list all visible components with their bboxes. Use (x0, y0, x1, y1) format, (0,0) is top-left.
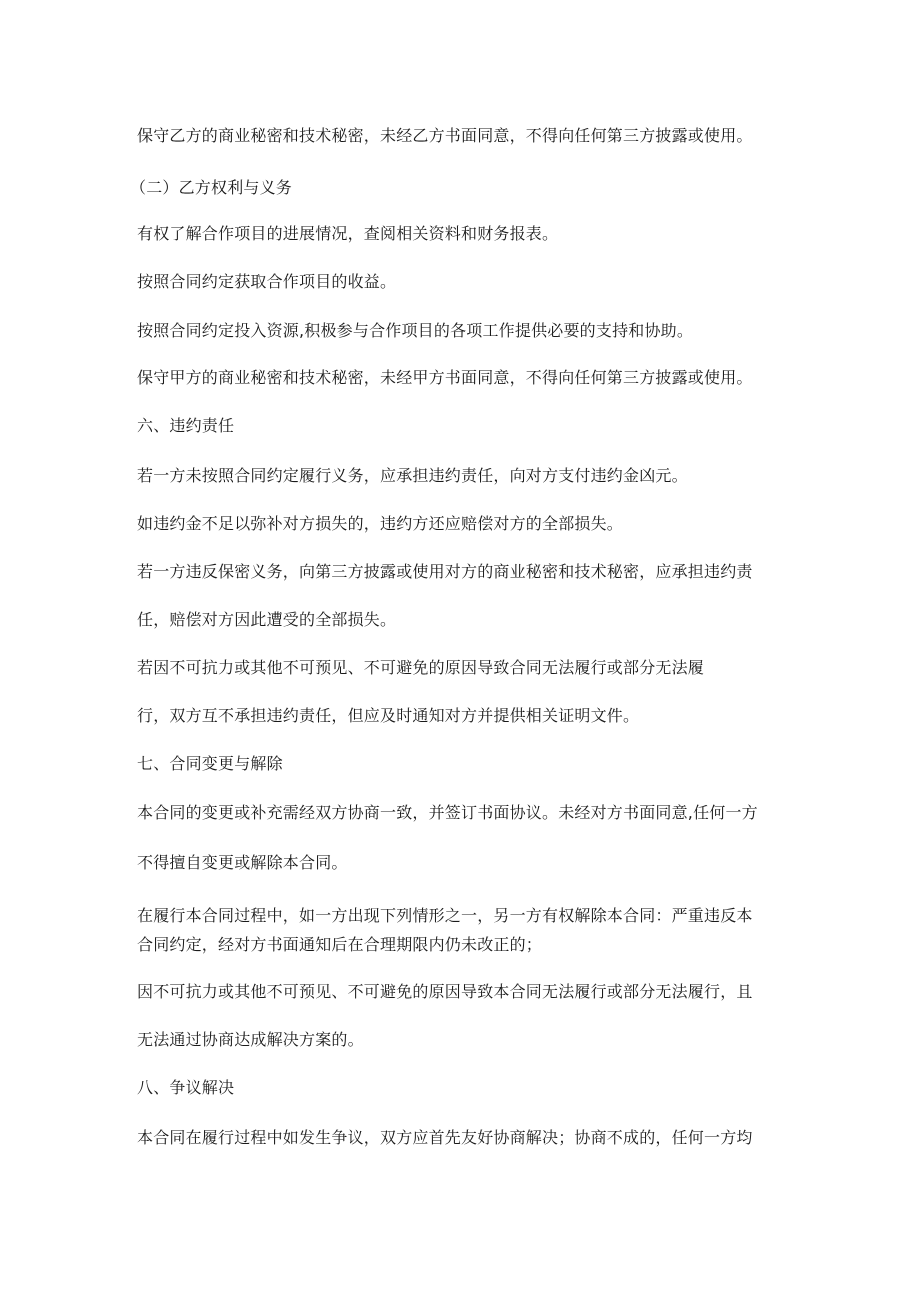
section-subheading: （二）乙方权利与义务 (130, 178, 293, 197)
paragraph-line: 保守乙方的商业秘密和技术秘密，未经乙方书面同意，不得向任何第三方披露或使用。 (137, 126, 753, 145)
paragraph-line: 按照合同约定投入资源,积极参与合作项目的各项工作提供必要的支持和协助。 (137, 321, 694, 340)
paragraph-line: 若一方违反保密义务，向第三方披露或使用对方的商业秘密和技术秘密，应承担违约责 (137, 562, 753, 581)
paragraph-line: 本合同在履行过程中如发生争议，双方应首先友好协商解决；协商不成的，任何一方均 (137, 1128, 753, 1147)
paragraph-line: 若因不可抗力或其他不可预见、不可避免的原因导致合同无法履行或部分无法履 (137, 658, 705, 677)
paragraph-line: 有权了解合作项目的进展情况，查阅相关资料和财务报表。 (137, 224, 559, 243)
paragraph-line: 按照合同约定获取合作项目的收益。 (137, 272, 397, 291)
paragraph-line: 合同约定，经对方书面通知后在合理期限内仍未改正的； (137, 935, 543, 954)
paragraph-line: 行，双方互不承担违约责任，但应及时通知对方并提供相关证明文件。 (137, 706, 640, 725)
paragraph-line: 保守甲方的商业秘密和技术秘密，未经甲方书面同意，不得向任何第三方披露或使用。 (137, 368, 753, 387)
paragraph-line: 如违约金不足以弥补对方损失的，违约方还应赔偿对方的全部损失。 (137, 514, 624, 533)
section-heading: 六、违约责任 (137, 416, 235, 435)
paragraph-line: 若一方未按照合同约定履行义务，应承担违约责任，向对方支付违约金凶元。 (137, 466, 688, 485)
paragraph-line: 无法通过协商达成解决方案的。 (137, 1030, 364, 1049)
paragraph-line: 本合同的变更或补充需经双方协商一致，并签订书面协议。未经对方书面同意,任何一方 (137, 803, 758, 822)
paragraph-line: 因不可抗力或其他不可预见、不可避免的原因导致本合同无法履行或部分无法履行，且 (137, 982, 753, 1001)
paragraph-line: 任，赔偿对方因此遭受的全部损失。 (137, 610, 397, 629)
section-heading: 七、合同变更与解除 (137, 754, 283, 773)
paragraph-line: 在履行本合同过程中，如一方出现下列情形之一，另一方有权解除本合同：严重违反本 (137, 906, 753, 925)
section-heading: 八、争议解决 (137, 1078, 235, 1097)
paragraph-line: 不得擅自变更或解除本合同。 (137, 853, 348, 872)
